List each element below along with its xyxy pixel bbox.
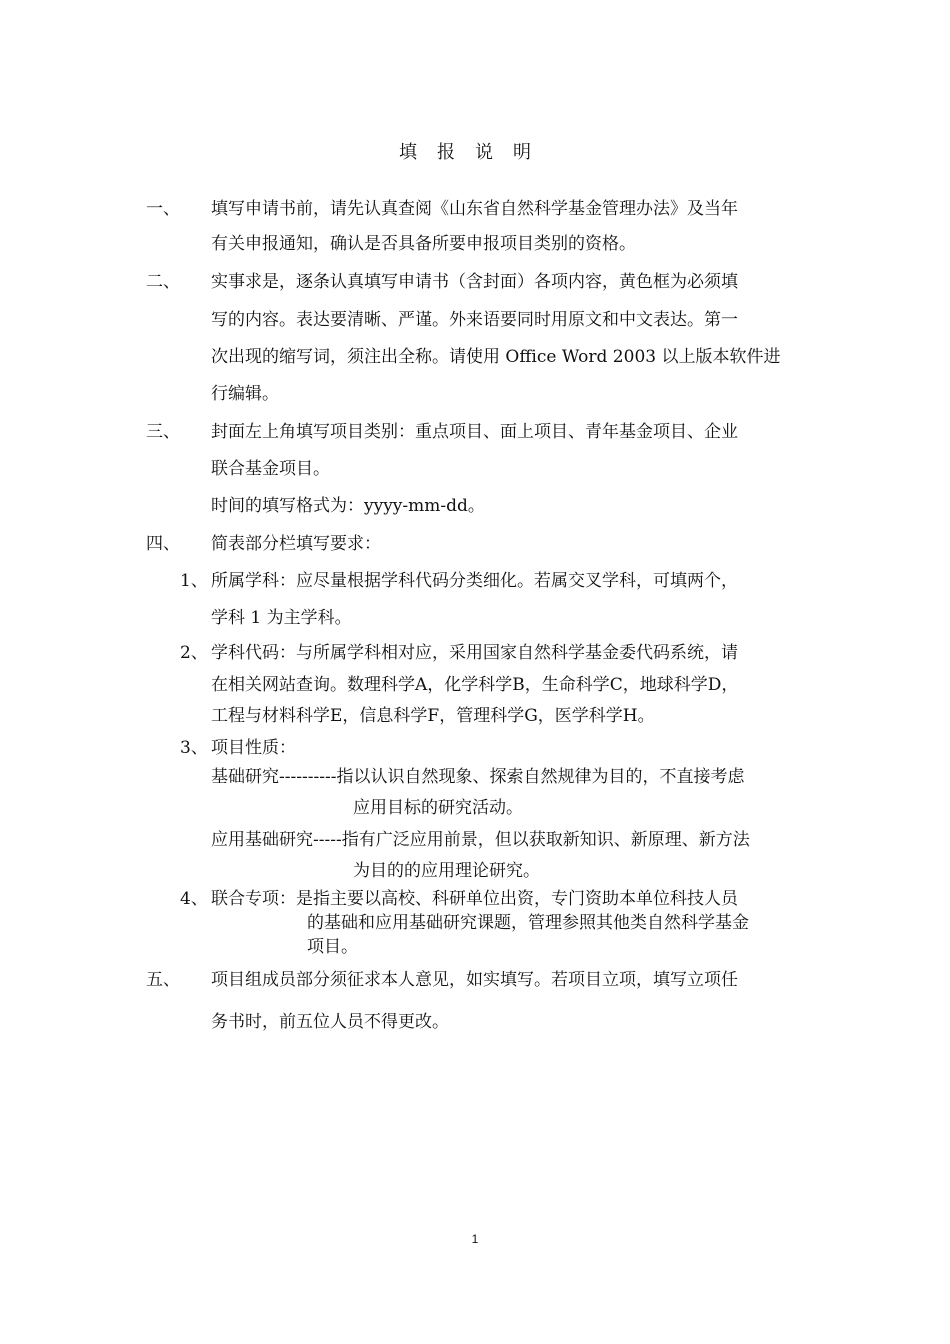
section-2-number: 二、	[146, 272, 180, 292]
section-2-line-4: 行编辑。	[211, 384, 279, 404]
section-4-number: 四、	[146, 534, 180, 554]
item-2-line-1: 学科代码：与所属学科相对应，采用国家自然科学基金委代码系统，请	[211, 643, 738, 663]
item-4-line-1: 联合专项：是指主要以高校、科研单位出资，专门资助本单位科技人员	[211, 889, 738, 909]
section-3-line-3: 时间的填写格式为：yyyy-mm-dd。	[211, 496, 485, 516]
item-4-line-2: 的基础和应用基础研究课题，管理参照其他类自然科学基金	[307, 913, 749, 933]
item-1-line-1: 所属学科：应尽量根据学科代码分类细化。若属交叉学科，可填两个，	[211, 571, 738, 591]
item-3-line-1: 项目性质：	[211, 738, 296, 758]
item-2-line-3: 工程与材料科学E，信息科学F，管理科学G，医学科学H。	[211, 706, 655, 726]
page-number: 1	[471, 1232, 479, 1246]
item-3-applied-research-line-2: 为目的的应用理论研究。	[353, 861, 540, 881]
section-2-line-3: 次出现的缩写词，须注出全称。请使用 Office Word 2003 以上版本软件进	[211, 347, 781, 367]
section-3-number: 三、	[146, 422, 180, 442]
item-2-number: 2、	[180, 643, 208, 663]
section-5-line-1: 项目组成员部分须征求本人意见，如实填写。若项目立项，填写立项任	[211, 970, 738, 990]
item-4-line-3: 项目。	[307, 937, 358, 957]
section-1-number: 一、	[146, 199, 180, 219]
section-1-line-1: 填写申请书前，请先认真查阅《山东省自然科学基金管理办法》及当年	[211, 199, 738, 219]
page-title: 填报说明	[399, 142, 551, 163]
item-1-line-2: 学科 1 为主学科。	[211, 608, 352, 628]
item-3-basic-research-line-2: 应用目标的研究活动。	[353, 798, 523, 818]
item-2-line-2: 在相关网站查询。数理科学A，化学科学B，生命科学C，地球科学D，	[211, 675, 739, 695]
item-3-number: 3、	[180, 738, 208, 758]
section-4-line-1: 简表部分栏填写要求：	[211, 534, 381, 554]
section-1-line-2: 有关申报通知，确认是否具备所要申报项目类别的资格。	[211, 234, 636, 254]
section-2-line-2: 写的内容。表达要清晰、严谨。外来语要同时用原文和中文表达。第一	[211, 310, 738, 330]
item-3-applied-research-line-1: 应用基础研究-----指有广泛应用前景，但以获取新知识、新原理、新方法	[211, 830, 750, 850]
item-1-number: 1、	[180, 571, 208, 591]
section-2-line-1: 实事求是，逐条认真填写申请书（含封面）各项内容，黄色框为必须填	[211, 272, 738, 292]
section-3-line-2: 联合基金项目。	[211, 459, 330, 479]
section-5-line-2: 务书时，前五位人员不得更改。	[211, 1012, 449, 1032]
item-4-number: 4、	[180, 889, 208, 909]
item-3-basic-research-line-1: 基础研究----------指以认识自然现象、探索自然规律为目的，不直接考虑	[211, 767, 745, 787]
section-5-number: 五、	[146, 970, 180, 990]
section-3-line-1: 封面左上角填写项目类别：重点项目、面上项目、青年基金项目、企业	[211, 422, 738, 442]
